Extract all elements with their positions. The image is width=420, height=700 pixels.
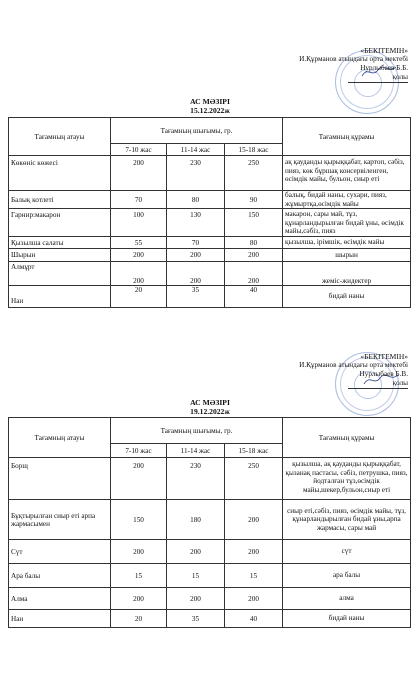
table-row: Алма 200 200 200 алма <box>9 588 411 610</box>
table-row: Борщ 200 230 250 қызылша, ақ қауданды қырыққабат, қызанақ пастасы, сәбіз, петрушка, пияз, йодталған тұз,өсімдік майы,шекер,бульон,сиыр еті <box>9 458 411 500</box>
approval-block <box>299 46 408 83</box>
header-dish: Тағамның атауы <box>9 118 111 156</box>
header-age-7-10: 7-10 жас <box>111 444 167 458</box>
table-row: Алмұрт 200 200 200 жеміс-жидектер <box>9 262 411 286</box>
menu-table <box>8 117 411 308</box>
header-age-11-14: 11-14 жас <box>167 444 225 458</box>
director-name: Нурлыбаев Б.В. <box>359 370 408 378</box>
table-row: Нан 20 35 40 бидай наны <box>9 610 411 628</box>
menu-table <box>8 417 411 628</box>
header-age-7-10: 7-10 жас <box>111 144 167 156</box>
table-row: Сүт 200 200 200 сүт <box>9 540 411 564</box>
table-row: Ара балы 15 15 15 ара балы <box>9 564 411 588</box>
table-row: Бұқтырылған сиыр еті арпа жармасымен 150 180 200 сиыр еті,сәбіз, пияз, өсімдік майы, тұз, құнарландырылған бидай ұны,арпа жармасы, сары май <box>9 500 411 540</box>
table-row: Шырын 200 200 200 шырын <box>9 249 411 262</box>
menu-title: АС МӘЗІРІ 19.12.2022ж <box>0 398 420 416</box>
table-row: Балық котлеті 70 80 90 балық, бидай наны, сухари, пияз, жұмыртқа,өсімдік майы <box>9 191 411 209</box>
table-row: Гарнир:макарон 100 130 150 макарон, сары май, тұз, құнарландырылған бидай ұны, өсімдік майы,сәбіз, пияз <box>9 209 411 237</box>
menu-date: 19.12.2022ж <box>190 407 230 416</box>
table-row: Нан 20 35 40 бидай наны <box>9 286 411 308</box>
approval-heading: «БЕКІТЕМІН» <box>360 46 408 55</box>
header-portion: Тағамның шығымы, гр. <box>111 418 283 444</box>
header-age-15-18: 15-18 жас <box>225 444 283 458</box>
school-name: И.Құрманов атындағы орта мектебі <box>299 361 408 369</box>
table-row: Қызылша салаты 55 70 80 қызылша, ірімшік, өсімдік майы <box>9 237 411 249</box>
director-name: Нурлыбаев Б.Б. <box>360 64 408 72</box>
header-dish: Тағамның атауы <box>9 418 111 458</box>
approval-block <box>299 352 408 389</box>
menu-page-2 <box>0 350 420 700</box>
menu-title: АС МӘЗІРІ 15.12.2022ж <box>0 97 420 115</box>
header-composition: Тағамның құрамы <box>283 418 411 458</box>
signature-line: қолы <box>348 379 408 389</box>
table-row: Көкөніс көжесі 200 230 250 ақ қауданды қырыққабат, картоп, сәбіз, пияз, көк бұршақ консервіленген, өсімдік майы, бульон, сиыр еті <box>9 156 411 191</box>
approval-heading: «БЕКІТЕМІН» <box>360 352 408 361</box>
header-composition: Тағамның құрамы <box>283 118 411 156</box>
menu-date: 15.12.2022ж <box>190 106 230 115</box>
header-age-11-14: 11-14 жас <box>167 144 225 156</box>
header-age-15-18: 15-18 жас <box>225 144 283 156</box>
school-name: И.Құрманов атындағы орта мектебі <box>299 55 408 63</box>
signature-line: қолы <box>348 73 408 83</box>
header-portion: Тағамның шығымы, гр. <box>111 118 283 144</box>
